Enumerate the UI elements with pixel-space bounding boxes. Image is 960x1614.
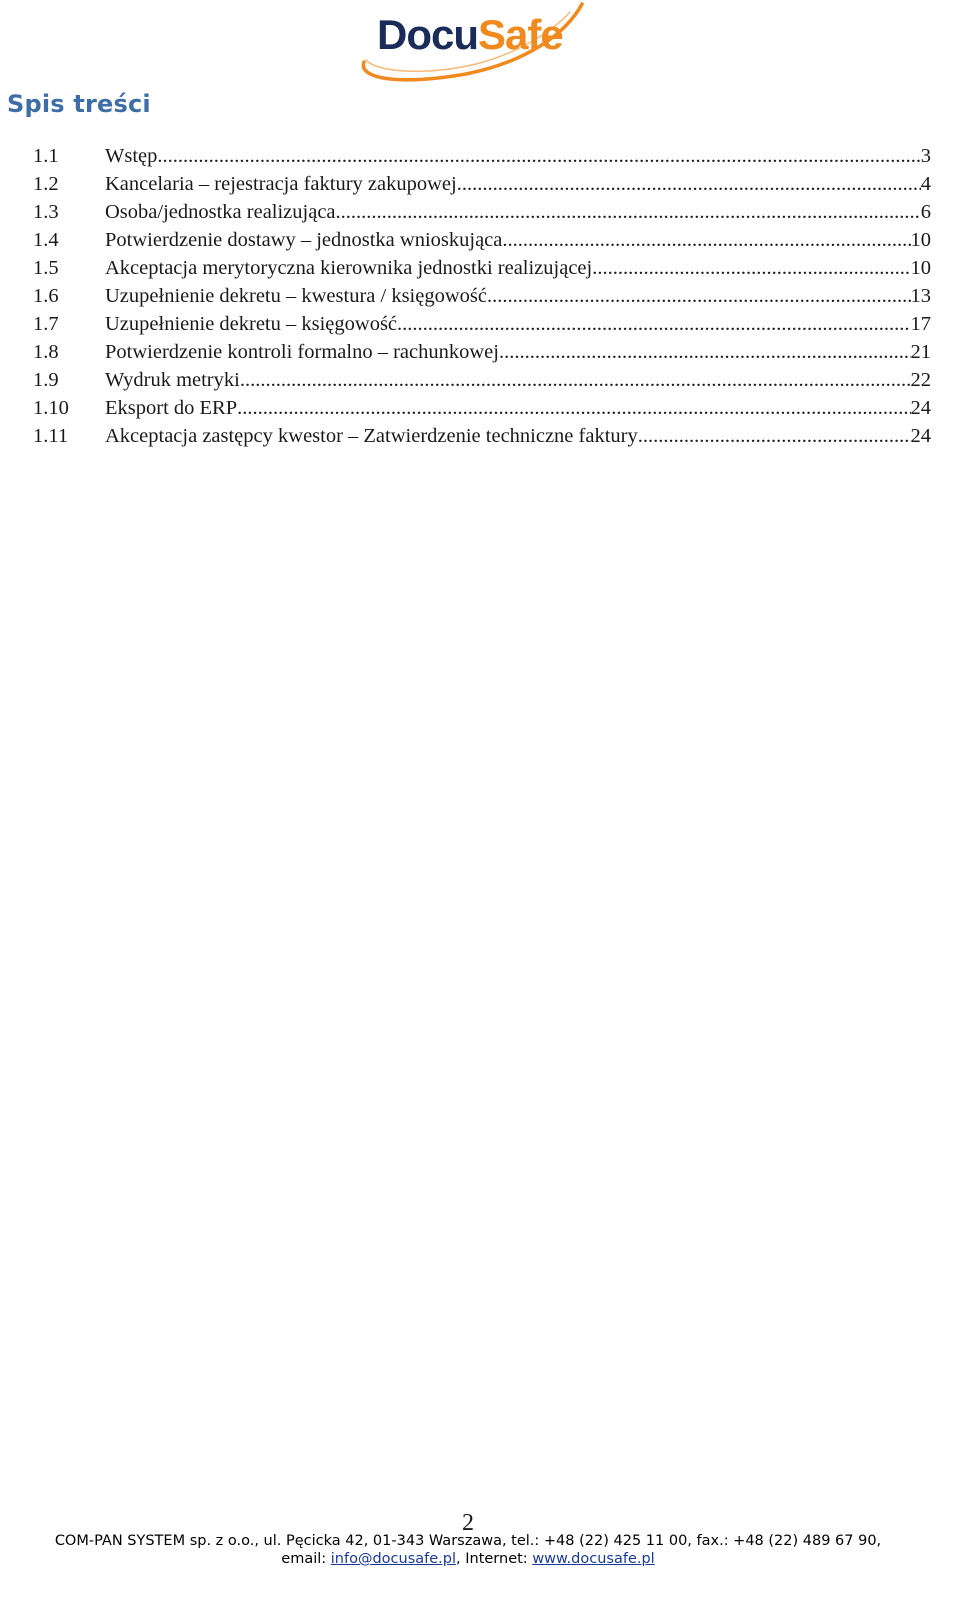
toc-entry[interactable] [33,338,931,366]
toc-entry-page: 6 [920,201,931,223]
toc-entry-number: 1.4 [33,229,59,251]
toc-dot-leader [157,142,920,170]
footer-email-label: email: [281,1551,331,1567]
toc-entry-number: 1.9 [33,369,59,391]
email-link[interactable]: info@docusafe.pl [330,1551,457,1567]
toc-entry-page: 4 [920,173,931,195]
toc-entry-page: 13 [910,285,931,307]
toc-entry-title: Potwierdzenie dostawy – jednostka wnioskująca. [105,229,508,251]
toc-entry[interactable] [33,198,931,226]
toc-dot-leader [597,254,910,282]
toc-entry-number: 1.3 [33,201,59,223]
toc-entry-title: Eksport do ERP [105,397,238,419]
docusafe-logo [356,0,588,88]
toc-entry[interactable] [33,226,931,254]
toc-entry-title: Uzupełnienie dekretu – kwestura / księgowość. [105,285,493,307]
toc-entry[interactable] [33,142,931,170]
toc-entry-page: 24 [910,425,931,447]
toc-heading: Spis treści [7,90,151,118]
toc-entry[interactable] [33,394,931,422]
toc-entry-number: 1.1 [33,145,59,167]
toc-entry-title: Potwierdzenie kontroli formalno – rachunkowej [105,341,499,363]
toc-entry[interactable] [33,310,931,338]
toc-entry-number: 1.8 [33,341,59,363]
toc-entry-number: 1.5 [33,257,59,279]
toc-dot-leader [245,366,911,394]
toc-entry-number: 1.10 [33,397,69,419]
toc-entry-page: 10 [910,229,931,251]
table-of-contents [33,142,931,450]
website-link[interactable]: www.docusafe.pl [532,1551,655,1567]
toc-dot-leader [508,226,911,254]
footer-address: COM-PAN SYSTEM sp. z o.o., ul. Pęcicka 42, 01-343 Warszawa, tel.: +48 (22) 425 11 00, fax.: +48 (22) 489 67 90, [54,1533,882,1549]
toc-entry-title: Wydruk metryki. [105,369,245,391]
toc-entry[interactable] [33,170,931,198]
footer-internet-label: , Internet: [456,1551,533,1567]
toc-dot-leader [492,282,910,310]
toc-entry-number: 1.11 [33,425,69,447]
footer-contact [0,1550,936,1568]
logo-safe: Safe [478,11,563,58]
toc-entry-number: 1.2 [33,173,59,195]
toc-entry[interactable] [33,422,931,450]
toc-dot-leader [457,170,921,198]
page-number: 2 [462,1510,474,1536]
toc-entry-page: 3 [920,145,931,167]
toc-entry[interactable] [33,366,931,394]
toc-entry-page: 21 [910,341,931,363]
toc-entry-page: 10 [910,257,931,279]
toc-entry-title: Akceptacja merytoryczna kierownika jednostki realizującej. [105,257,598,279]
toc-dot-leader [237,394,910,422]
toc-entry-page: 24 [910,397,931,419]
footer [0,1532,936,1568]
toc-entry-title: Wstęp [105,145,158,167]
toc-entry-title: Uzupełnienie dekretu – księgowość [105,313,398,335]
toc-entry-title: Osoba/jednostka realizująca [105,201,336,223]
toc-dot-leader [499,338,911,366]
toc-dot-leader [638,422,911,450]
toc-dot-leader [397,310,910,338]
toc-entry[interactable] [33,282,931,310]
logo-docu: Docu [377,11,478,58]
toc-entry-page: 17 [910,313,931,335]
logo-wordmark [377,11,563,58]
toc-entry-number: 1.6 [33,285,59,307]
toc-entry-title: Akceptacja zastępcy kwestor – Zatwierdzenie techniczne faktury [105,425,638,447]
toc-entry-page: 22 [910,369,931,391]
toc-entry-number: 1.7 [33,313,59,335]
toc-dot-leader [336,198,921,226]
toc-entry-title: Kancelaria – rejestracja faktury zakupowej [105,173,457,195]
toc-entry[interactable] [33,254,931,282]
